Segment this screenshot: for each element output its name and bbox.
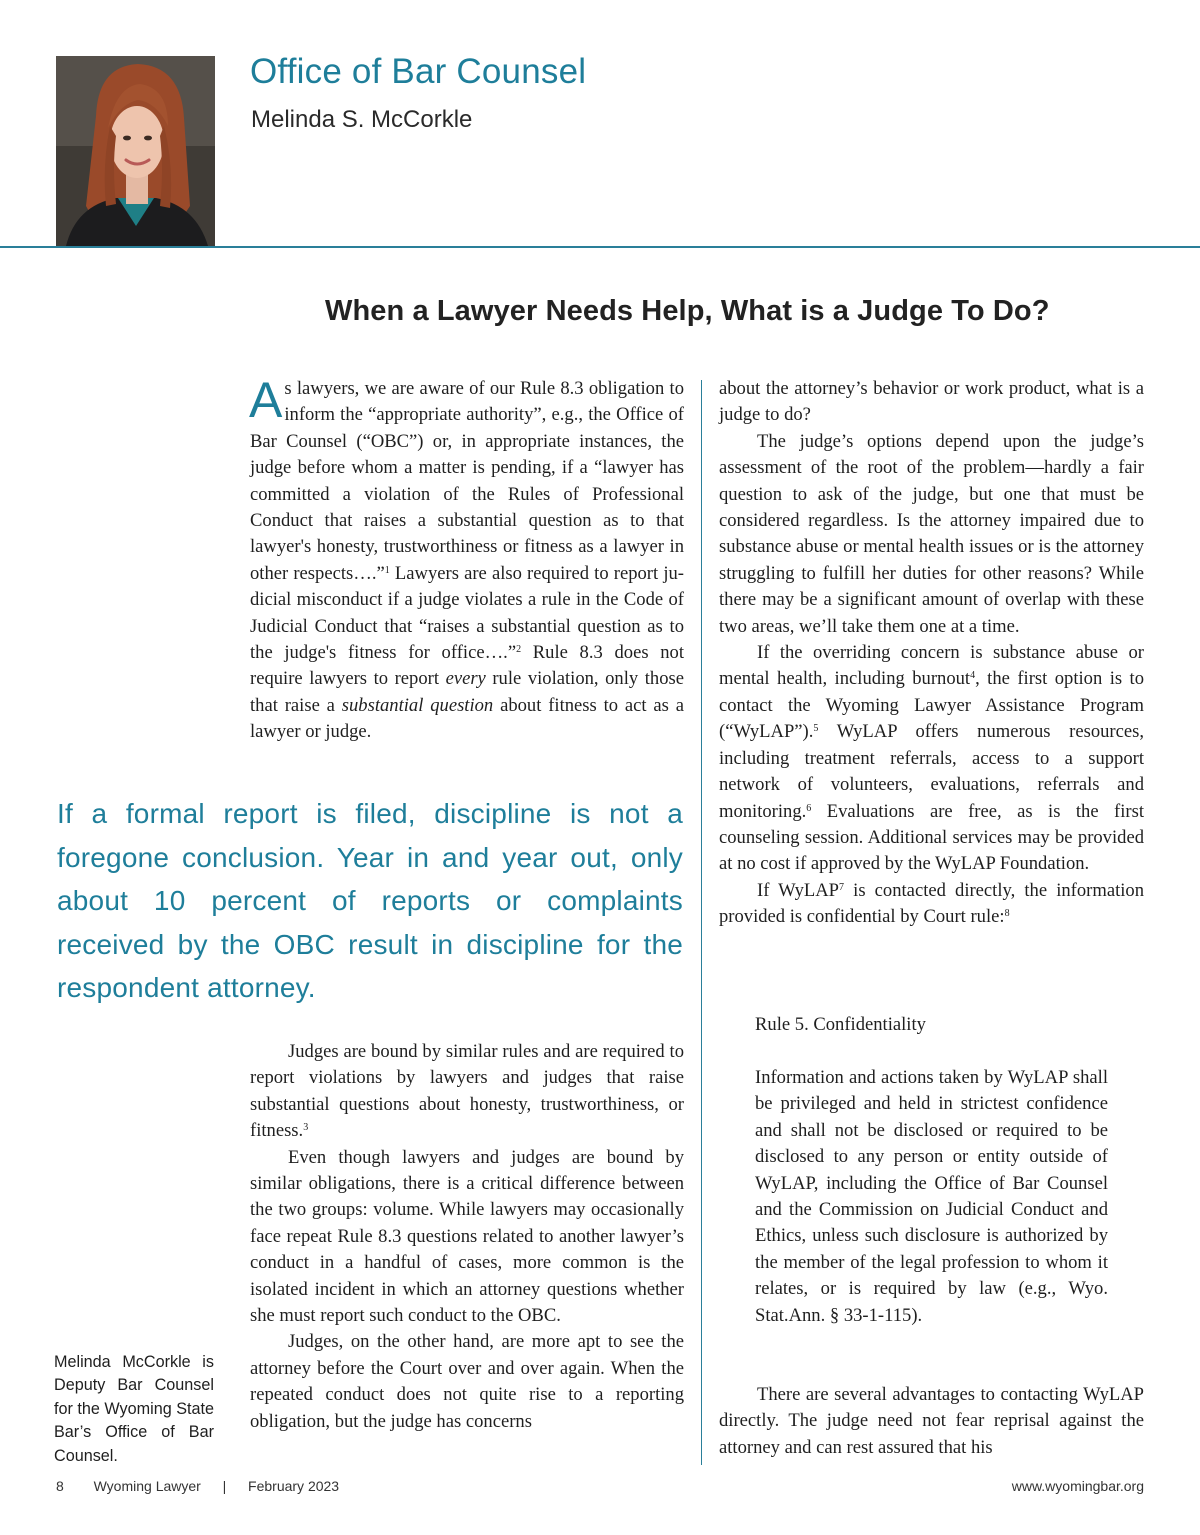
footnote-ref: 2 bbox=[516, 644, 522, 656]
footer-left bbox=[56, 1478, 339, 1494]
department-title: Office of Bar Counsel bbox=[250, 52, 587, 91]
text-run: , the first option is to contact the Wyoming Lawyer Assistance Program (“WyLAP”). bbox=[719, 668, 1145, 743]
footnote-ref: 4 bbox=[970, 670, 976, 682]
paragraph: about the attorney’s behavior or work product, what is a judge to do? bbox=[719, 378, 1144, 426]
author-name: Melinda S. McCorkle bbox=[251, 106, 473, 133]
pull-quote: If a formal report is filed, discipline is not a foregone conclusion. Year in and year out, only about 10 percent of reports or complaints received by the OBC result in discipline for the respondent attorney. bbox=[57, 798, 683, 1003]
footnote-ref: 8 bbox=[1004, 908, 1010, 920]
footnote-ref: 1 bbox=[384, 564, 390, 576]
website-link[interactable]: www.wyomingbar.org bbox=[1011, 1478, 1144, 1494]
text-run: Rule 8.3 does not require lawyers to report bbox=[250, 642, 684, 690]
issue-date: February 2023 bbox=[248, 1478, 340, 1494]
paragraph: There are several advantages to contacting WyLAP directly. The judge need not fear reprisal against the attorney and can rest assured that his bbox=[719, 1384, 1144, 1458]
text-run: rule violation, only those that raise a bbox=[250, 668, 684, 716]
emphasis-text: substantial question bbox=[341, 694, 494, 716]
text-run: Judges are bound by similar rules and are required to report violations by lawyers and judges that raise substantial questions about honesty, trustworthiness, or fitness. bbox=[250, 1041, 684, 1142]
text-run: If the overriding concern is substance abuse or mental health, including burnout bbox=[719, 642, 1144, 690]
rule-heading: Rule 5. Confidentiality bbox=[755, 1014, 926, 1035]
publication-name: Wyoming Lawyer bbox=[93, 1478, 201, 1494]
text-run: WyLAP offers numerous resources, including treatment referrals, access to a support network of volunteers, evaluations, referrals and monitoring. bbox=[719, 721, 1144, 822]
page-number: 8 bbox=[56, 1478, 64, 1494]
column-divider bbox=[701, 380, 702, 1465]
emphasis-text: every bbox=[445, 668, 486, 690]
text-run: is contacted directly, the information provided is confidential by Court rule: bbox=[719, 879, 1144, 928]
footnote-ref: 3 bbox=[303, 1122, 309, 1134]
author-bio: Melinda McCorkle is Deputy Bar Counsel for the Wyoming State Bar’s Office of Bar Counsel. bbox=[54, 1353, 215, 1465]
body-column-left-top bbox=[249, 372, 684, 746]
text-run: Evaluations are free, as is the first counseling session. Additional services may be provided at no cost if approved by the WyLAP Foundation. bbox=[719, 800, 1144, 875]
text-run: If WyLAP bbox=[757, 879, 840, 901]
paragraph bbox=[719, 640, 1144, 878]
footnote-ref: 5 bbox=[813, 723, 819, 735]
author-photo bbox=[56, 56, 215, 246]
body-column-right bbox=[719, 376, 1144, 931]
body-column-left-bottom bbox=[250, 1039, 684, 1435]
footnote-ref: 6 bbox=[806, 802, 812, 814]
article-title: When a Lawyer Needs Help, What is a Judge To Do? bbox=[325, 295, 1050, 327]
rule-quote: Information and actions taken by WyLAP shall be privileged and held in strictest confidence and shall not be disclosed or required to be disclosed to any person or entity outside of WyLAP, including the Office of Bar Counsel and the Commission on Judicial Conduct and Ethics, unless such disclosure is authorized by the member of the legal profession to whom it relates, or is required by law (e.g., Wyo. Stat.Ann. § 33-1-115). bbox=[755, 1067, 1108, 1326]
text-run: Lawyers are also required to report judicial misconduct if a judge violates a rule in the Code of Judicial Conduct that “raises a substantial question as to the judge's fitness for office….” bbox=[250, 562, 684, 664]
paragraph: The judge’s options depend upon the judge’s assessment of the root of the problem—hardly a fair question to ask of the judge, but one that must be considered regardless. Is the attorney impaired due to substance abuse or mental health issues or is the attorney struggling to fulfill her duties for other reasons? While there may be a significant amount of overlap with these two areas, we’ll take them one at a time. bbox=[719, 430, 1144, 637]
footnote-ref: 7 bbox=[839, 881, 845, 893]
portrait-image bbox=[56, 56, 215, 246]
paragraph: Judges, on the other hand, are more apt to see the attorney before the Court over and over again. When the repeated conduct does not quite rise to a reporting obligation, but the judge has concerns bbox=[250, 1331, 684, 1432]
paragraph: Even though lawyers and judges are bound by similar obligations, there is a critical difference between the two groups: volume. While lawyers may occasionally face repeat Rule 8.3 questions related to another lawyer’s conduct in a handful of cases, more common is the isolated incident in which an attorney questions whether she must report such conduct to the OBC. bbox=[250, 1146, 684, 1327]
paragraph bbox=[719, 878, 1144, 931]
header-divider bbox=[0, 246, 1200, 248]
footer-separator: | bbox=[222, 1478, 227, 1494]
paragraph-intro bbox=[249, 372, 684, 746]
text-run: s lawyers, we are aware of our Rule 8.3 obligation to inform the “appropriate authority”, e.g., the Office of Bar Counsel (“OBC”) or, in appropriate instances, the judge before whom a matter is pending, if a “lawyer has committed a violation of the Rules of Professional Conduct that raises a substantial question as to that lawyer's honesty, trustworthiness or fitness as a lawyer in other respects….” bbox=[250, 378, 684, 584]
text-run: about fitness to act as a lawyer or judge. bbox=[250, 694, 684, 743]
body-column-right-bottom bbox=[719, 1382, 1144, 1461]
paragraph bbox=[250, 1039, 684, 1145]
drop-cap: A bbox=[249, 372, 283, 428]
